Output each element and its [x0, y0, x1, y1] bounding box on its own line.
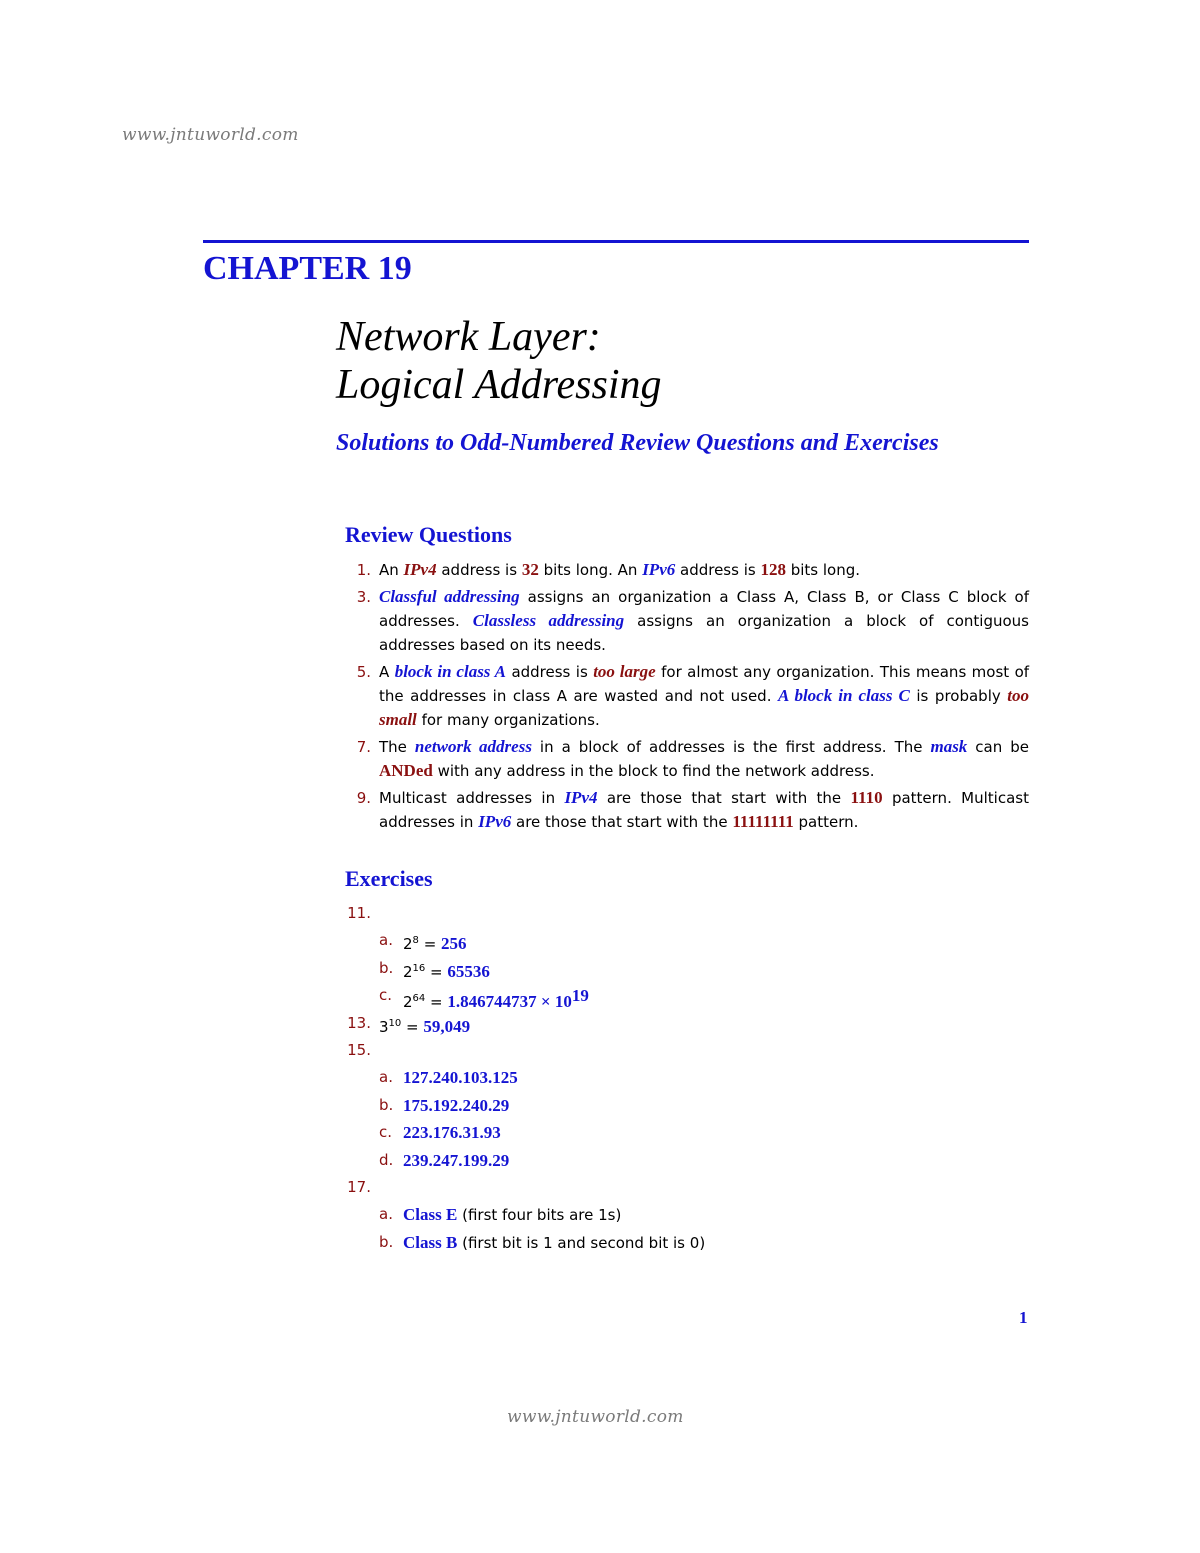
exercise-item	[345, 1147, 1029, 1174]
exponent: 8	[412, 935, 419, 947]
item-label: b.	[379, 958, 394, 977]
answer-note: (first four bits are 1s)	[457, 1206, 622, 1225]
exercise-item	[345, 927, 1029, 954]
item-label: b.	[379, 1232, 394, 1251]
keyword: IPv6	[478, 812, 512, 831]
page-number: 1	[1019, 1308, 1028, 1327]
exercises-heading: Exercises	[345, 866, 433, 891]
text: address is	[675, 561, 761, 579]
keyword: Classful addressing	[379, 587, 520, 606]
base: 2	[403, 993, 413, 1012]
keyword: A block in class C	[778, 686, 910, 705]
review-questions-heading: Review Questions	[345, 522, 512, 547]
text: are those that start with the	[511, 813, 733, 831]
keyword: network address	[414, 737, 532, 756]
item-label: a.	[379, 1205, 393, 1224]
text: An	[379, 561, 404, 579]
exercise-number: 11.	[347, 904, 371, 922]
chapter-subtitle: Solutions to Odd-Numbered Review Questions and Exercises	[336, 430, 939, 456]
exercise-item	[345, 1119, 1029, 1146]
item-label: a.	[379, 931, 393, 950]
text: can be	[967, 738, 1029, 756]
base: 2	[403, 962, 413, 981]
exercise-13	[345, 1010, 1029, 1037]
question-number: 7.	[356, 738, 371, 756]
review-question-5	[345, 660, 1029, 732]
keyword: too small	[379, 686, 1030, 729]
review-question-9	[345, 786, 1029, 834]
review-questions-list	[345, 558, 1029, 837]
keyword: IPv4	[403, 560, 437, 579]
exercise-11	[345, 900, 1029, 927]
keyword: Classless addressing	[472, 611, 625, 630]
text: bits long. An	[538, 561, 643, 579]
number: 11111111	[732, 812, 794, 831]
text: for almost any organization. This means most of the addresses in class A are wasted and not used.	[379, 663, 1030, 705]
title-line-2: Logical Addressing	[336, 362, 662, 408]
question-number: 5.	[356, 663, 371, 681]
number: 1110	[850, 788, 883, 807]
chapter-number: CHAPTER 19	[203, 250, 412, 287]
question-number: 1.	[356, 561, 371, 579]
exponent: 16	[412, 962, 426, 974]
review-question-3	[345, 585, 1029, 657]
chapter-rule	[203, 240, 1029, 243]
equals: =	[425, 962, 448, 981]
answer: 239.247.199.29	[403, 1150, 510, 1170]
answer: 256	[441, 934, 467, 954]
text: Multicast addresses in	[379, 789, 565, 807]
answer-note: (first bit is 1 and second bit is 0)	[457, 1233, 706, 1252]
exercise-item	[345, 955, 1029, 982]
review-question-1	[345, 558, 1029, 582]
exercises-list	[345, 900, 1029, 1256]
answer: 1.846744737 × 10	[447, 992, 572, 1012]
question-number: 9.	[356, 789, 371, 807]
text: pattern.	[793, 813, 859, 831]
answer: 127.240.103.125	[403, 1068, 518, 1088]
text: address is	[506, 663, 594, 681]
text: in a block of addresses is the first address. The	[531, 738, 931, 756]
number: 32	[521, 560, 539, 579]
exercise-item	[345, 1092, 1029, 1119]
answer: 223.176.31.93	[403, 1123, 501, 1143]
number: 128	[760, 560, 786, 579]
exponent: 10	[388, 1017, 402, 1029]
keyword: ANDed	[379, 761, 433, 780]
item-label: c.	[379, 1123, 393, 1142]
watermark-bottom: www.jntuworld.com	[507, 1407, 684, 1427]
answer: 59,049	[423, 1016, 471, 1036]
exercise-item	[345, 1064, 1029, 1091]
text: with any address in the block to find the network address.	[432, 762, 875, 780]
exercise-15	[345, 1037, 1029, 1064]
text: pattern. Multicast addresses in	[379, 789, 1029, 831]
text: The	[379, 738, 415, 756]
title-line-1: Network Layer:	[336, 314, 601, 360]
review-question-7	[345, 735, 1029, 783]
exercise-number: 13.	[347, 1013, 371, 1032]
answer: Class B	[403, 1232, 458, 1252]
keyword: too large	[593, 662, 656, 681]
text: A	[379, 663, 395, 681]
base: 3	[379, 1017, 389, 1036]
keyword: mask	[930, 737, 968, 756]
item-label: d.	[379, 1150, 394, 1169]
equals: =	[401, 1017, 424, 1036]
exercise-item	[345, 982, 1029, 1012]
base: 2	[403, 935, 413, 954]
answer: 65536	[447, 961, 490, 981]
keyword: block in class A	[394, 662, 507, 681]
equals: =	[425, 993, 448, 1012]
watermark-top: www.jntuworld.com	[122, 125, 299, 145]
answer-exponent: 19	[571, 986, 589, 1006]
answer: Class E	[403, 1205, 458, 1225]
text: address is	[436, 561, 522, 579]
answer: 175.192.240.29	[403, 1095, 510, 1115]
exercise-17	[345, 1174, 1029, 1201]
text: assigns an organization a block of contiguous addresses based on its needs.	[379, 612, 1029, 654]
text: assigns an organization a Class A, Class B, or Class C block of addresses.	[379, 588, 1029, 630]
exercise-item	[345, 1201, 1029, 1228]
text: is probably	[909, 687, 1008, 705]
item-label: a.	[379, 1068, 393, 1087]
exponent: 64	[412, 993, 426, 1005]
exercise-number: 17.	[347, 1177, 371, 1196]
equals: =	[418, 935, 442, 954]
exercise-item	[345, 1229, 1029, 1256]
text: bits long.	[785, 561, 861, 579]
keyword: IPv4	[564, 788, 598, 807]
keyword: IPv6	[642, 560, 676, 579]
exercise-number: 15.	[347, 1040, 371, 1059]
item-label: b.	[379, 1095, 394, 1114]
item-label: c.	[379, 986, 393, 1005]
chapter-title	[336, 313, 662, 409]
text: are those that start with the	[597, 789, 851, 807]
text: for many organizations.	[416, 711, 600, 729]
question-number: 3.	[356, 588, 371, 606]
